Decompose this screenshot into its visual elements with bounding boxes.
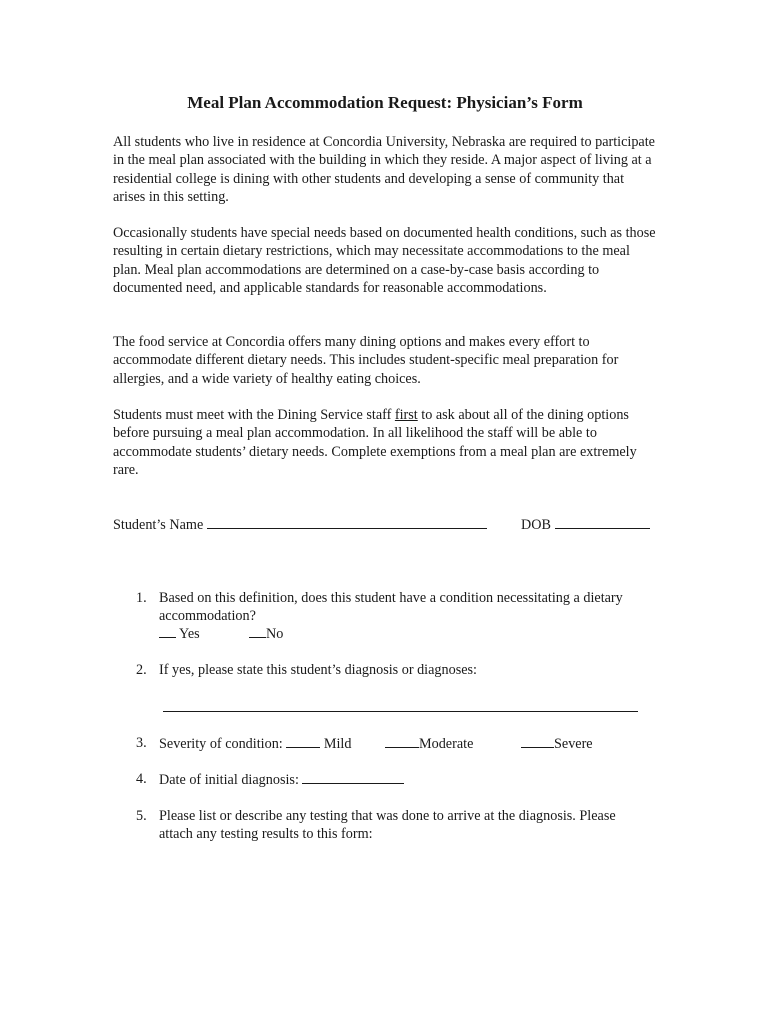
q1-yes-label: Yes bbox=[179, 626, 200, 642]
form-title: Meal Plan Accommodation Request: Physician’s Form bbox=[187, 93, 583, 112]
question-3-row bbox=[159, 734, 351, 753]
question-4-row bbox=[159, 770, 404, 789]
intro-paragraph-2: Occasionally students have special needs based on documented health conditions, such as those resulting in certain dietary restrictions, which may necessitate accommodations to the meal plan. Meal plan accommodations are determined on a case-by-case basis according to documented need, and applicable standards for reasonable accommodations. bbox=[113, 225, 656, 297]
intro-paragraph-1: All students who live in residence at Concordia University, Nebraska are required to participate in the meal plan associated with the building in which they reside. A major aspect of living at a residential college is dining with other students and developing a sense of community that arises in this setting. bbox=[113, 134, 655, 206]
question-2-number: 2. bbox=[136, 662, 147, 678]
intro-p4-after: to ask about all of the dining options before pursuing a meal plan accommodation. In all likelihood the staff will be able to accommodate students’ dietary needs. Complete exemptions from a meal plan are extremely rare. bbox=[113, 407, 637, 479]
q1-yes-blank[interactable] bbox=[159, 624, 176, 638]
severity-moderate-blank[interactable] bbox=[385, 734, 419, 748]
severity-severe-label: Severe bbox=[554, 736, 593, 752]
question-2-text: If yes, please state this student’s diagnosis or diagnoses: bbox=[159, 662, 477, 678]
question-4-text: Date of initial diagnosis: bbox=[159, 772, 299, 788]
question-5-number: 5. bbox=[136, 808, 147, 824]
severity-severe-option bbox=[521, 734, 593, 753]
q1-yes-option bbox=[159, 624, 200, 643]
q1-no-blank[interactable] bbox=[249, 624, 266, 638]
severity-moderate-option bbox=[385, 734, 473, 753]
intro-paragraph-4 bbox=[113, 406, 658, 480]
question-3-text: Severity of condition: bbox=[159, 736, 283, 752]
intro-paragraph-3: The food service at Concordia offers many dining options and makes every effort to accommodate different dietary needs. This includes student-specific meal preparation for allergies, and a wide variety of healthy eating choices. bbox=[113, 334, 619, 387]
emphasis-first: first bbox=[394, 407, 418, 423]
student-name-row bbox=[113, 515, 487, 534]
question-3-number: 3. bbox=[136, 735, 147, 751]
q1-no-label: No bbox=[266, 626, 284, 642]
intro-p4-before: Students must meet with the Dining Service staff bbox=[113, 407, 395, 423]
student-name-label: Student’s Name bbox=[113, 517, 204, 533]
q1-no-option bbox=[249, 624, 283, 643]
severity-severe-blank[interactable] bbox=[521, 734, 554, 748]
severity-moderate-label: Moderate bbox=[419, 736, 474, 752]
question-1-text: Based on this definition, does this student have a condition necessitating a dietary accommodation? bbox=[159, 590, 623, 625]
question-5-text: Please list or describe any testing that was done to arrive at the diagnosis. Please attach any testing results to this form: bbox=[159, 808, 616, 843]
question-4-number: 4. bbox=[136, 771, 147, 787]
diagnosis-date-field[interactable] bbox=[302, 770, 404, 784]
diagnosis-field[interactable] bbox=[163, 711, 638, 712]
student-name-field[interactable] bbox=[207, 515, 487, 529]
question-1-number: 1. bbox=[136, 590, 147, 606]
dob-field[interactable] bbox=[555, 515, 650, 529]
dob-label: DOB bbox=[521, 517, 551, 533]
severity-mild-label: Mild bbox=[323, 736, 352, 752]
dob-row bbox=[521, 515, 650, 534]
severity-mild-blank[interactable] bbox=[286, 734, 320, 748]
